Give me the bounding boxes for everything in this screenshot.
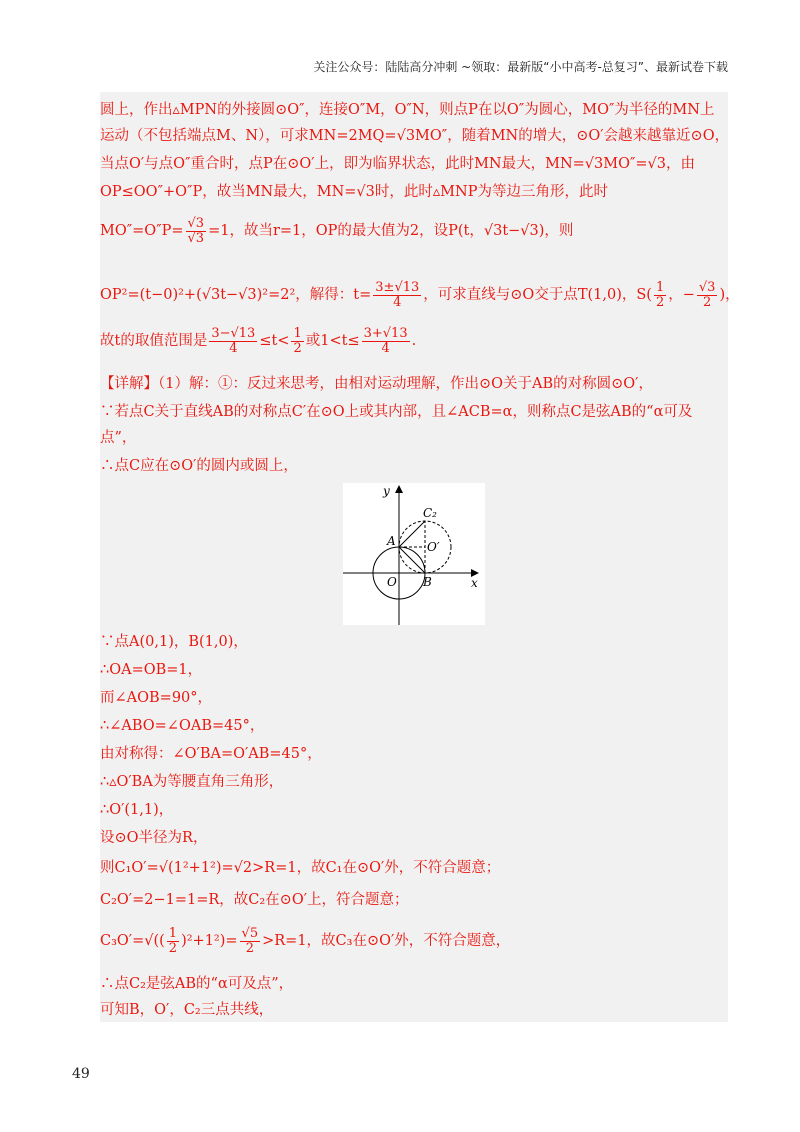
fraction [240,927,261,956]
point-c2-label: C₂ [423,506,437,520]
fraction [362,327,410,356]
solution-line: 当点O′与点O″重合时，点P在⊙O′上，即为临界状态，此时MN最大，MN=√3MO″=√3，由 [100,156,696,172]
fraction [373,281,421,310]
fraction-denominator: 2 [703,294,712,310]
solution-line: 则C₁O′=√(1²+1²)=√2>R=1，故C₁在⊙O′外，不符合题意； [100,860,501,876]
fraction-denominator: 2 [293,340,302,356]
solution-line: 运动（不包括端点M、N），可求MN=2MQ=√3MO″，随着MN的增大，⊙O′会越来越靠近⊙O， [100,128,730,144]
solution-line: ∵若点C关于直线AB的对称点C′在⊙O上或其内部，且∠ACB=α，则称点C是弦AB的“α可及 [100,404,693,420]
fraction-numerator: 1 [655,279,665,295]
solution-line [100,278,740,312]
solution-line: ∴∠ABO=∠OAB=45°， [100,718,265,734]
point-a-label: A [387,534,396,548]
page-header: 关注公众号：陆陆高分冲刺 ~领取：最新版“小中高考-总复习”、最新试卷下载 [313,60,728,74]
fraction-denominator: √3 [187,230,205,246]
solution-line: 由对称得：∠O′BA=O′AB=45°， [100,746,322,762]
text-segment: ，可求直线与⊙O交于点T(1,0)，S( [423,287,652,303]
fraction-numerator: 1 [168,925,178,941]
y-axis-label: y [383,484,390,498]
solution-content [100,92,740,1022]
text-segment: >R=1，故C₃在⊙O′外，不符合题意， [262,933,511,949]
page-number: 49 [72,1066,90,1082]
fraction-numerator: 1 [293,325,302,341]
solution-line: 圆上，作出▵MPN的外接圆⊙O″，连接O″M，O″N，则点P在以O″为圆心，MO″为半径的MN上 [100,102,715,118]
solution-line: 设⊙O半径为R， [100,830,208,846]
solution-line: 【详解】（1）解：①：反过来思考，由相对运动理解，作出⊙O关于AB的对称圆⊙O′， [100,376,653,392]
solution-line: 点”， [100,430,137,446]
text-segment: 或1<t≤ [305,333,360,349]
fraction-denominator: 2 [655,294,665,310]
solution-line: ∴点C应在⊙O′的圆内或圆上， [100,458,298,474]
text-segment: C₃O′=√(( [100,933,165,949]
point-b-label: B [423,575,432,589]
fraction-denominator: 2 [245,940,254,956]
geometry-diagram [343,483,485,625]
solution-line [100,214,728,248]
fraction [167,927,179,956]
fraction [697,281,718,310]
solution-line: ∵点A(0,1)，B(1,0)， [100,634,248,650]
fraction-numerator: 3±√13 [375,279,420,295]
fraction-numerator: 3−√13 [211,325,256,341]
text-segment: )²+1²)= [181,933,238,949]
text-segment: ，− [668,287,695,303]
fraction-denominator: 2 [168,940,178,956]
solution-line: 可知B，O′，C₂三点共线， [100,1002,274,1018]
fraction-numerator: √3 [187,215,205,231]
fraction-denominator: 4 [229,340,238,356]
text-segment: )， [719,287,740,303]
point-o-label: O [387,575,397,589]
solution-line [100,324,728,358]
solution-line [100,922,728,960]
coordinate-figure [343,483,485,625]
fraction-denominator: 4 [381,340,390,356]
y-axis-arrow [395,485,403,493]
solution-line: C₂O′=2−1=1=R，故C₂在⊙O′上，符合题意； [100,892,409,908]
text-segment: ≤t< [259,333,290,349]
x-axis-label: x [471,576,478,590]
fraction [209,327,257,356]
fraction-denominator: 4 [393,294,402,310]
fraction-numerator: √5 [241,925,259,941]
fraction [291,327,303,356]
text-segment: 故t的取值范围是 [100,333,208,349]
fraction [186,217,207,246]
text-segment: =1，故当r=1，OP的最大值为2，设P(t，√3t−√3)，则 [208,223,574,239]
fraction [654,281,666,310]
solution-line: ∴OA=OB=1， [100,662,203,678]
fraction-numerator: 3+√13 [363,325,408,341]
solution-line: ∴点C₂是弦AB的“α可及点”， [100,976,294,992]
solution-line: OP≤OO″+O″P，故当MN最大，MN=√3时，此时▵MNP为等边三角形，此时 [100,184,608,200]
solution-line: ∴O′(1,1)， [100,802,174,818]
text-segment: . [411,333,417,349]
solution-line: 而∠AOB=90°， [100,690,213,706]
text-segment: MO″=O″P= [100,223,184,239]
fraction-numerator: √3 [698,279,716,295]
solution-line: ∴▵O′BA为等腰直角三角形， [100,774,284,790]
text-segment: OP²=(t−0)²+(√3t−√3)²=2²，解得：t= [100,287,372,303]
point-o-prime-label: O′ [427,540,440,554]
